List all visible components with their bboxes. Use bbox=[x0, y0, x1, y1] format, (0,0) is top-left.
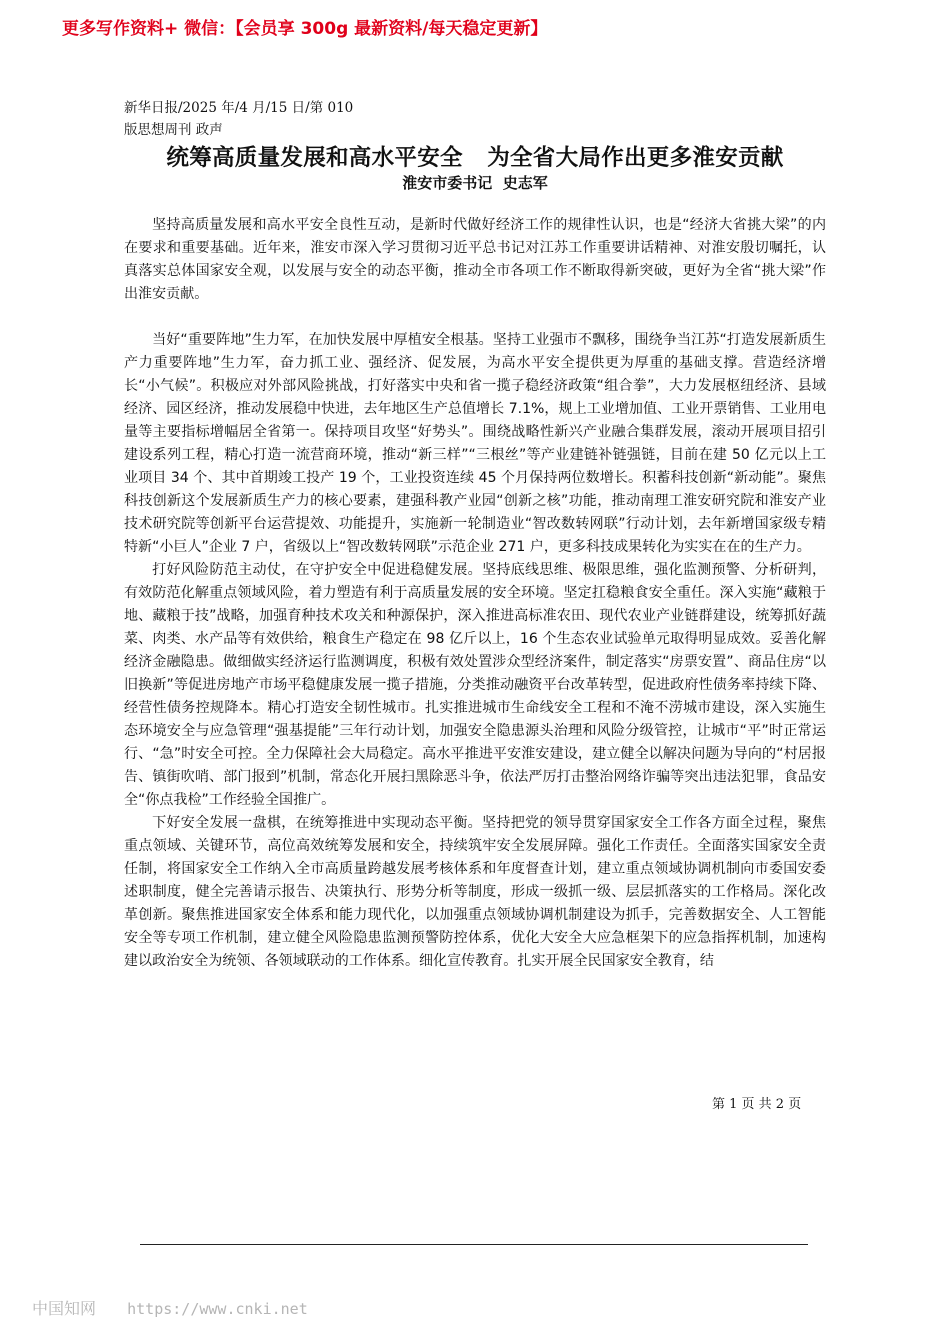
cnki-logo-text: 中国知网 bbox=[32, 1299, 97, 1318]
source-line: 新华日报/2025 年/4 月/15 日/第 010 bbox=[124, 100, 354, 116]
paragraph-risk-prevention: 打好风险防范主动仗，在守护安全中促进稳健发展。坚持底线思维、极限思维，强化监测预警、分析研判，有效防范化解重点领域风险，着力塑造有利于高质量发展的安全环境。坚定扛稳粮食安全重任。深入实施“藏粮于地、藏粮于技”战略，加强育种技术攻关和种源保护，深入推进高标准农田、现代农业产业链群建设，统筹抓好蔬菜、肉类、水产品等有效供给，粮食生产稳定在 98 亿斤以上，16 个生态农业试验单元取得明显成效。妥善化解经济金融隐患。做细做实经济运行监测调度，积极有效处置涉众型经济案件，制定落实“房票安置”、商品住房“以旧换新”等促进房地产市场平稳健康发展一揽子措施，分类推动融资平台改革转型，促进政府性债务率持续下降、经营性债务控规降本。精心打造安全韧性城市。扎实推进城市生命线安全工程和不淹不涝城市建设，深入实施生态环境安全与应急管理“强基提能”三年行动计划，加强安全隐患源头治理和风险分级管控，让城市“平”时正常运行、“急”时安全可控。全力保障社会大局稳定。高水平推进平安淮安建设，建立健全以解决问题为导向的“村居报告、镇街吹哨、部门报到”机制，常态化开展扫黑除恶斗争，依法严厉打击整治网络诈骗等突出违法犯罪，食品安全“你点我检”工作经验全国推广。 bbox=[124, 562, 826, 808]
article-author: 淮安市委书记 史志军 bbox=[402, 174, 548, 192]
paragraph-intro: 坚持高质量发展和高水平安全良性互动，是新时代做好经济工作的规律性认识，也是“经济大省挑大梁”的内在要求和重要基础。近年来，淮安市深入学习贯彻习近平总书记对江苏工作重要讲话精神、对淮安殷切嘱托，认真落实总体国家安全观，以发展与安全的动态平衡，推动全市各项工作不断取得新突破，更好为全省“挑大梁”作出淮安贡献。 bbox=[124, 217, 826, 302]
cnki-url: https://www.cnki.net bbox=[127, 1300, 308, 1318]
paragraph-coordination: 下好安全发展一盘棋，在统筹推进中实现动态平衡。坚持把党的领导贯穿国家安全工作各方面全过程，聚焦重点领域、关键环节，高位高效统筹发展和安全，持续筑牢安全发展屏障。强化工作责任。全面落实国家安全责任制，将国家安全工作纳入全市高质量跨越发展考核体系和年度督查计划，建立重点领域协调机制向市委国安委述职制度，健全完善请示报告、决策执行、形势分析等制度，形成一级抓一级、层层抓落实的工作格局。深化改革创新。聚焦推进国家安全体系和能力现代化，以加强重点领域协调机制建设为抓手，完善数据安全、人工智能安全等专项工作机制，建立健全风险隐患监测预警防控体系，优化大安全大应急框架下的应急指挥机制，加速构建以政治安全为统领、各领域联动的工作体系。细化宣传教育。扎实开展全民国家安全教育，结 bbox=[124, 815, 826, 969]
promo-banner: 更多写作资料+ 微信：【会员享 300g 最新资料/每天稳定更新】 bbox=[62, 19, 548, 39]
paragraph-development: 当好“重要阵地”生力军，在加快发展中厚植安全根基。坚持工业强市不飘移，围绕争当江苏“打造发展新质生产力重要阵地”生力军，奋力抓工业、强经济、促发展，为高水平安全提供更为厚重的基础支撑。营造经济增长“小气候”。积极应对外部风险挑战，打好落实中央和省一揽子稳经济政策“组合拳”，大力发展枢纽经济、县域经济、园区经济，推动发展稳中快进，去年地区生产总值增长 7.1%，规上工业增加值、工业开票销售、工业用电量等主要指标增幅居全省第一。保持项目攻坚“好势头”。围绕战略性新兴产业融合集群发展，滚动开展项目招引建设系列工程，精心打造一流营商环境，推动“新三样”“三根丝”等产业建链补链强链，目前在建 50 亿元以上工业项目 34 个、其中首期竣工投产 19 个，工业投资连续 45 个月保持两位数增长。积蓄科技创新“新动能”。聚焦科技创新这个发展新质生产力的核心要素，建强科教产业园“创新之核”功能，推动南理工淮安研究院和淮安产业技术研究院等创新平台运营提效、功能提升，实施新一轮制造业“智改数转网联”行动计划，去年新增国家级专精特新“小巨人”企业 7 户，省级以上“智改数转网联”示范企业 271 户，更多科技成果转化为实实在在的生产力。 bbox=[124, 332, 826, 555]
cnki-watermark bbox=[32, 1296, 308, 1319]
footer-divider bbox=[140, 1244, 808, 1245]
article-body bbox=[124, 214, 826, 973]
section-line: 版思想周刊 政声 bbox=[124, 122, 223, 138]
page-indicator: 第 1 页 共 2 页 bbox=[712, 1097, 802, 1112]
article-title: 统筹高质量发展和高水平安全 为全省大局作出更多淮安贡献 bbox=[166, 145, 784, 171]
